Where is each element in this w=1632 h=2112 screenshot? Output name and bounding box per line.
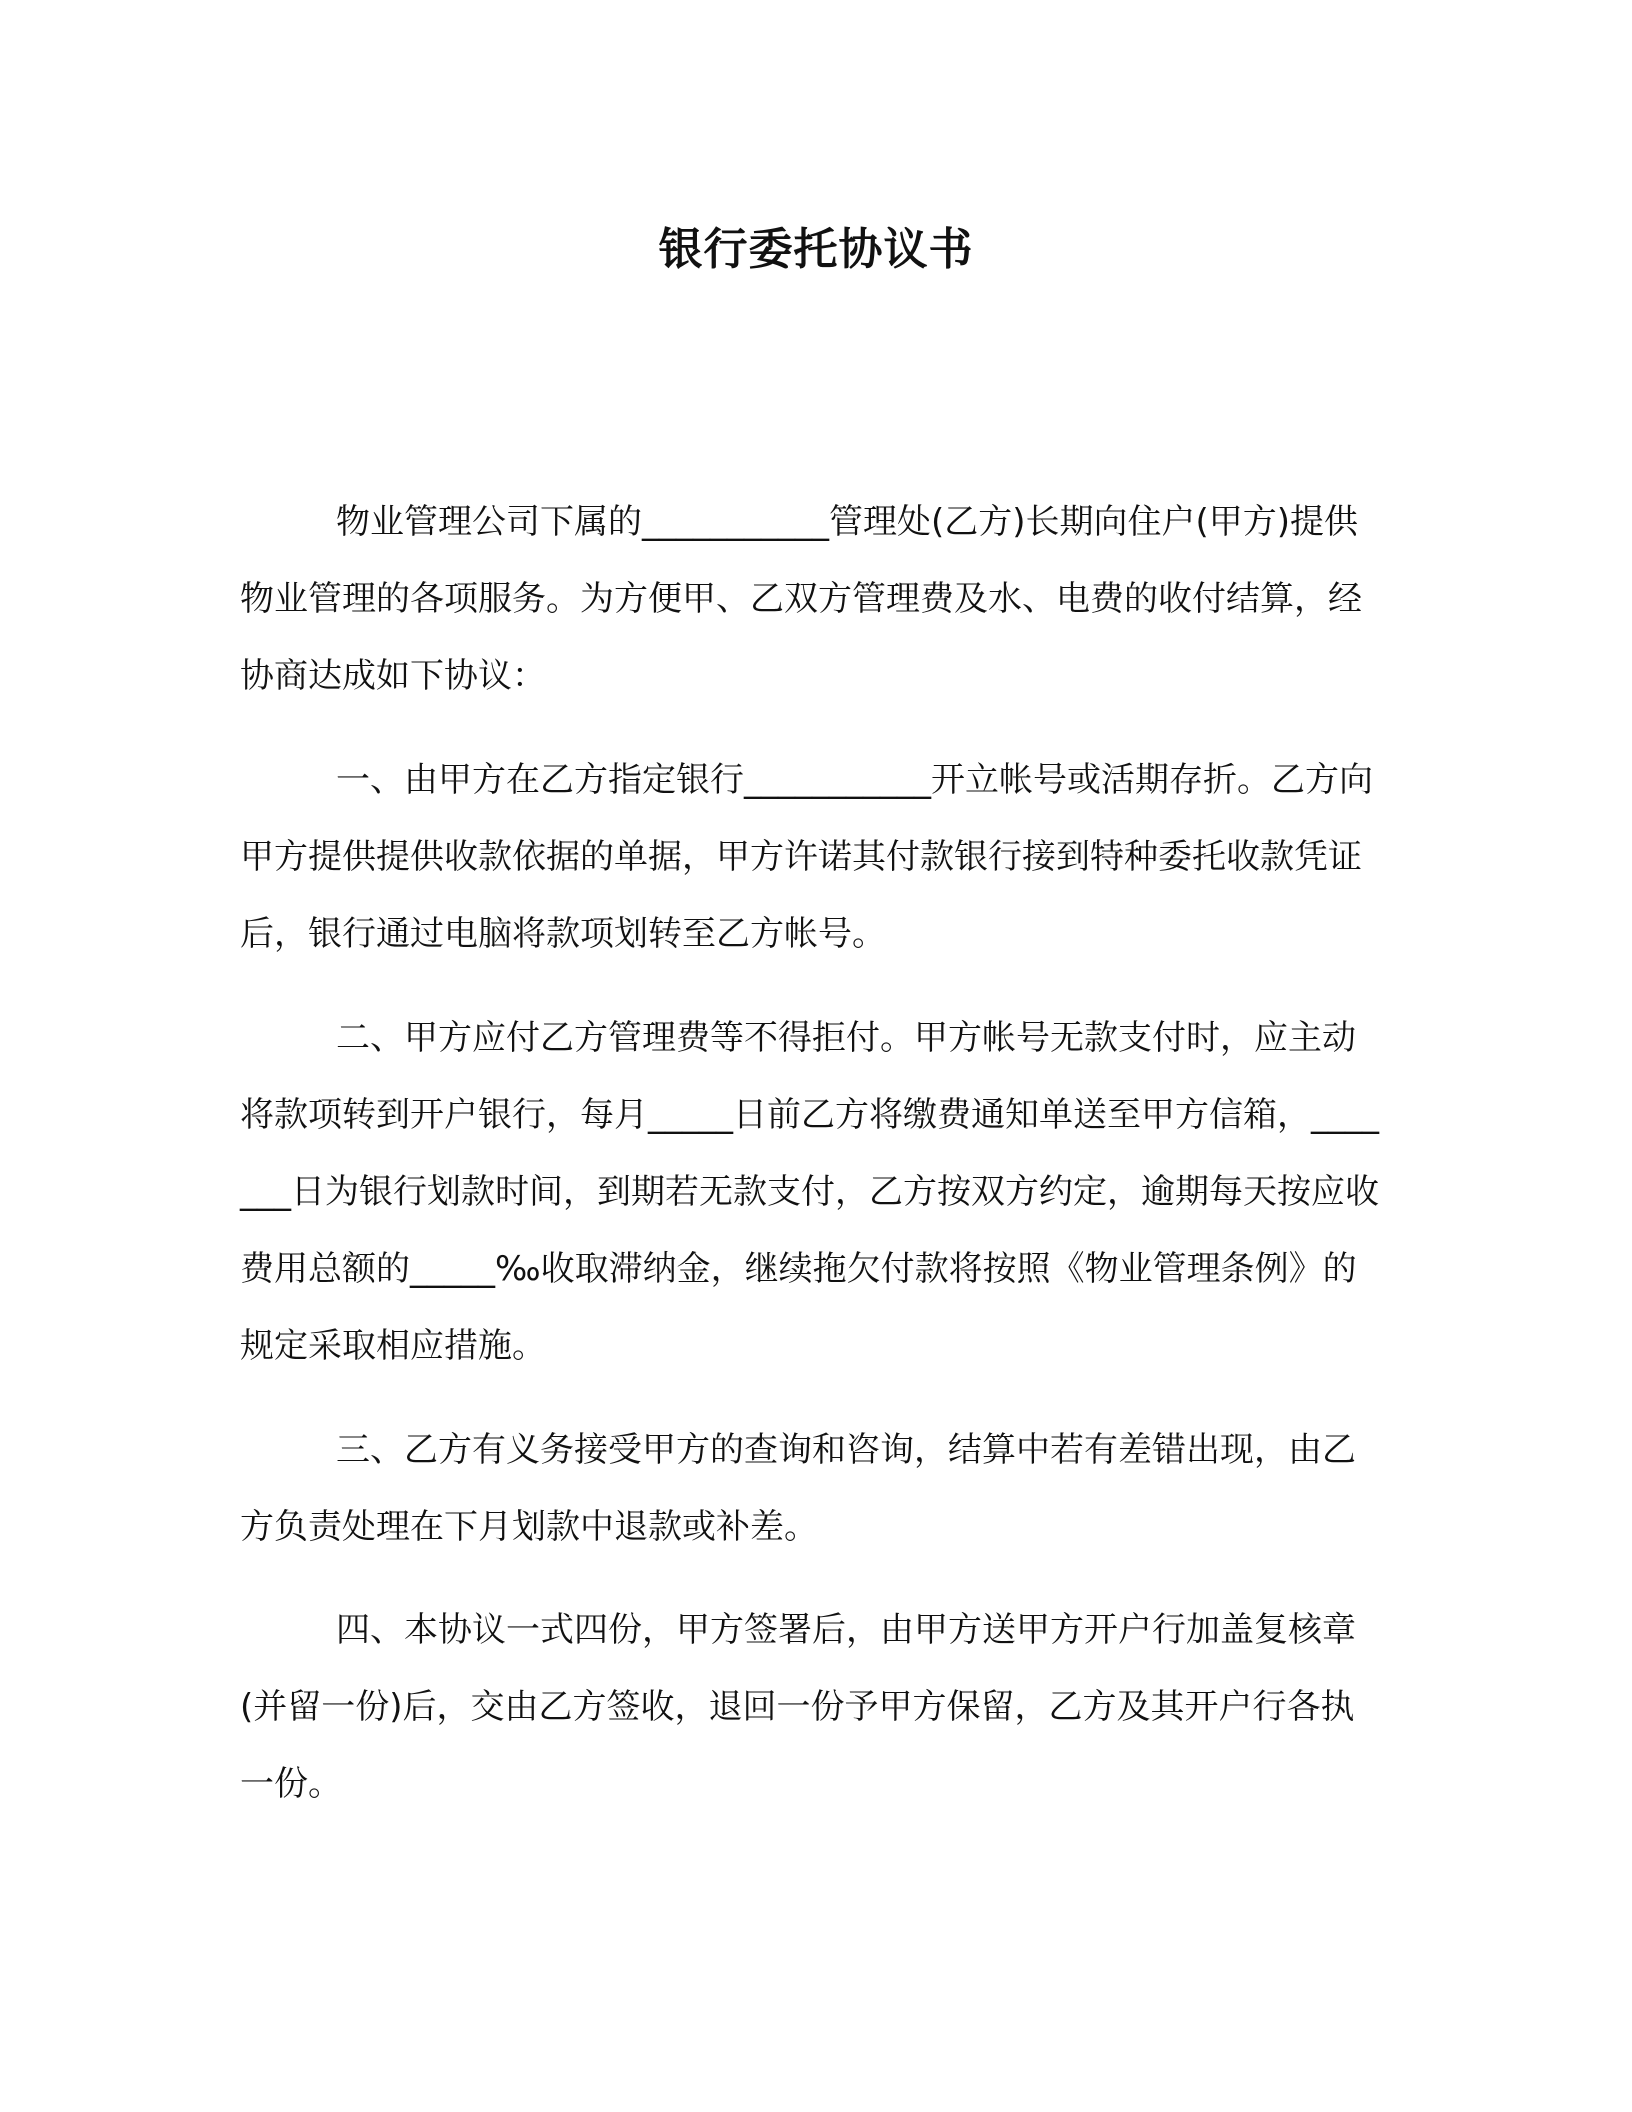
paragraph-clause-1: 一、由甲方在乙方指定银行___________开立帐号或活期存折。乙方向甲方提供提供收款依据的单据，甲方许诺其付款银行接到特种委托收款凭证后，银行通过电脑将款项划转至乙方帐号。 [240, 760, 1373, 954]
document-title: 银行委托协议书 [658, 224, 974, 275]
paragraph-intro: 物业管理公司下属的___________管理处(乙方)长期向住户(甲方)提供物业管理的各项服务。为方便甲、乙双方管理费及水、电费的收付结算，经协商达成如下协议： [240, 502, 1362, 696]
paragraph-clause-3: 三、乙方有义务接受甲方的查询和咨询，结算中若有差错出现，由乙方负责处理在下月划款中退款或补差。 [240, 1430, 1356, 1547]
paragraph-clause-2: 二、甲方应付乙方管理费等不得拒付。甲方帐号无款支付时，应主动将款项转到开户银行，每月_____日前乙方将缴费通知单送至甲方信箱，_______日为银行划款时间，到期若无款支付，乙方按双方约定，逾期每天按应收费用总额的_____‰收取滞纳金，继续拖欠付款将按照《物业管理条例》的规定采取相应措施。 [240, 1018, 1379, 1366]
paragraph-clause-4: 四、本协议一式四份，甲方签署后，由甲方送甲方开户行加盖复核章(并留一份)后，交由乙方签收，退回一份予甲方保留，乙方及其开户行各执一份。 [240, 1610, 1356, 1804]
